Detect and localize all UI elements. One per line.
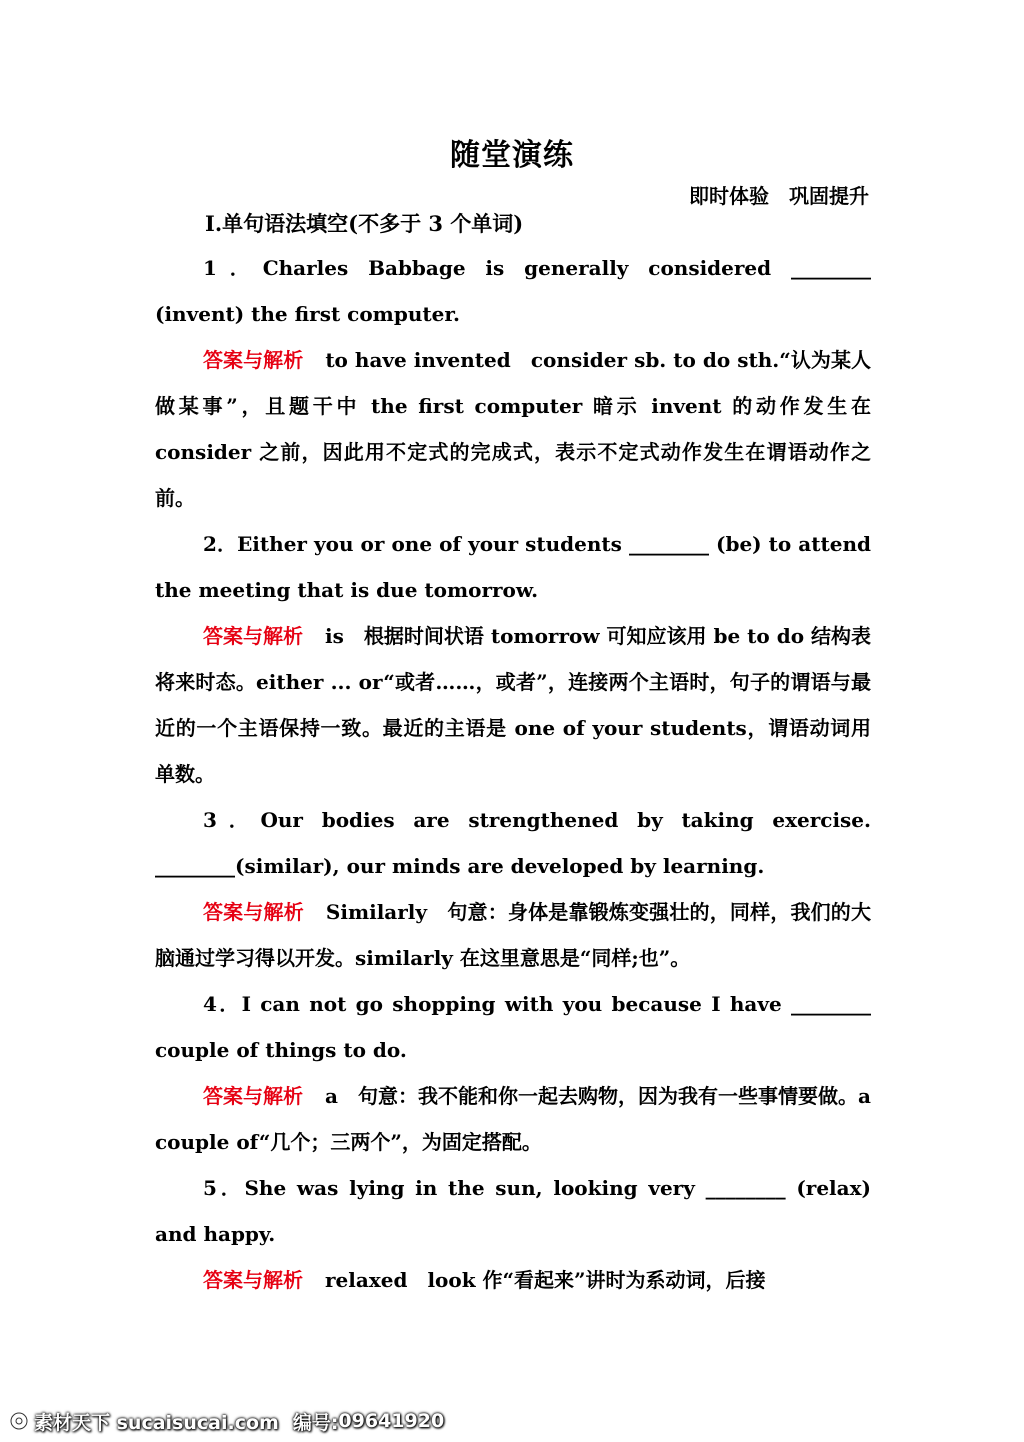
answer-5 [155,1257,871,1303]
answer-label: 答案与解析 [203,348,304,372]
question-3: 3．Our bodies are strengthened by taking exercise. ________(similar), our minds are developed by learning. [155,808,871,878]
answer-2 [155,613,871,797]
answer-label: 答案与解析 [203,1268,303,1292]
answer-text: a 句意：我不能和你一起去购物，因为我有一些事情要做。a couple of“几个；三两个”，为固定搭配。 [155,1084,871,1154]
answer-1 [155,337,871,521]
site-logo-icon [8,1410,30,1432]
answer-text: to have invented consider sb. to do sth.“认为某人做某事”，且题干中 the first computer 暗示 invent 的动作发生在 consider 之前，因此用不定式的完成式，表示不定式动作发生在谓语动作之前。 [155,348,872,510]
exercise-list [155,245,871,1303]
answer-label: 答案与解析 [203,900,304,924]
page-subtitle: 即时体验 巩固提升 [689,184,869,208]
answer-text: Similarly 句意：身体是靠锻炼变强壮的，同样，我们的大脑通过学习得以开发。similarly 在这里意思是“同样;也”。 [155,900,871,970]
answer-text: is 根据时间状语 tomorrow 可知应该用 be to do 结构表将来时态。either ... or“或者……，或者”，连接两个主语时，句子的谓语与最近的一个主语保持一致。最近的主语是 one of your students，谓语动词用单数。 [155,624,871,786]
question-2: 2．Either you or one of your students ________ (be) to attend the meeting that is due tomorrow. [155,532,871,602]
answer-3 [155,889,871,981]
question-4: 4．I can not go shopping with you because I have ________ couple of things to do. [155,992,871,1062]
answer-text: relaxed look 作“看起来”讲时为系动词，后接 [325,1268,766,1292]
watermark-bar [8,1404,1016,1438]
watermark-site: 素材天下 sucaisucai.com [34,1411,279,1434]
answer-4 [155,1073,871,1165]
question-1: 1．Charles Babbage is generally considered ________ (invent) the first computer. [155,256,871,326]
watermark-id-value: 09641920 [338,1410,445,1432]
answer-label: 答案与解析 [203,1084,304,1108]
section-heading: Ⅰ.单句语法填空(不多于 3 个单词) [205,211,524,236]
watermark-id-label: 编号: [292,1411,339,1434]
answer-label: 答案与解析 [203,624,304,648]
page-title: 随堂演练 [450,138,574,173]
question-5: 5．She was lying in the sun, looking very ________ (relax) and happy. [155,1176,871,1246]
